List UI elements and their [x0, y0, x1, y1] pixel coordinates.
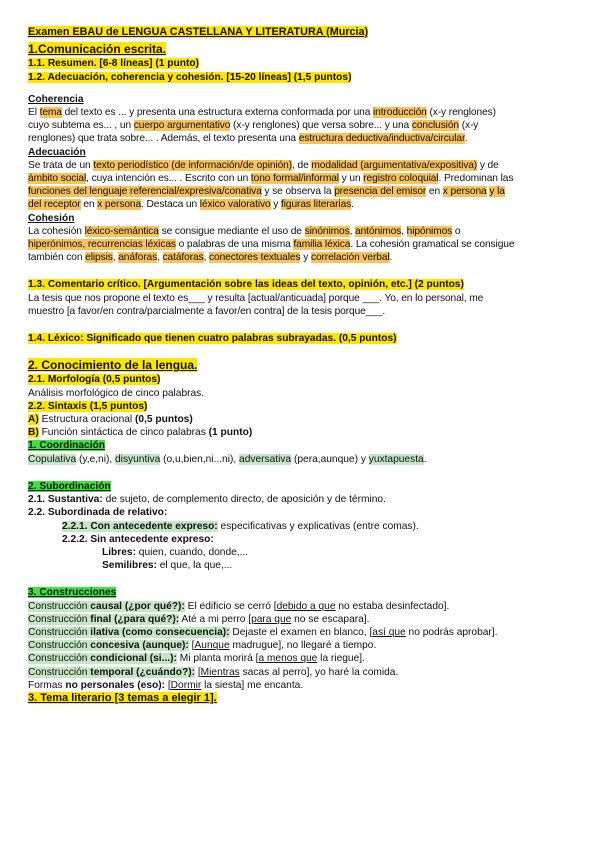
text-run: 1.4. Léxico: Significado que tienen cuatro palabras subrayadas. (0,5 puntos) — [28, 333, 397, 345]
text-run: . — [464, 133, 468, 145]
adecuacion-line-4 — [28, 198, 580, 211]
text-run: Libres: — [102, 546, 136, 558]
text-run: Coherencia — [28, 93, 84, 105]
text-run: Formas — [28, 679, 66, 691]
text-run: disyuntiva — [115, 453, 161, 465]
text-run: El — [28, 107, 40, 119]
text-run: , — [157, 252, 163, 264]
text-run: hipónimos — [406, 225, 453, 237]
text-run: 2.2.2. Sin antecedente expreso: — [62, 533, 214, 545]
formas-no-personales — [28, 679, 580, 692]
text-run: especificativas y explicativas (entre comas). — [217, 520, 419, 532]
text-run: [ — [165, 679, 171, 691]
text-run: de sujeto, de complemento directo, de aposición y de término. — [102, 494, 386, 506]
text-run: familia léxica — [293, 239, 351, 251]
adecuacion-line-1 — [28, 159, 580, 172]
text-run: y se observa la — [261, 186, 335, 198]
text-run: (o,u,bien,ni...ni), — [160, 453, 240, 465]
cohesion-heading — [28, 212, 580, 225]
text-run: o palabras de una misma — [175, 239, 294, 251]
text-run: y — [300, 252, 311, 264]
coherencia-line-3 — [28, 132, 580, 145]
text-run: no podrás aprobar]. — [405, 626, 498, 638]
text-run: conectores textuales — [209, 252, 301, 264]
text-run: Función sintáctica de cinco palabras — [38, 427, 209, 439]
exam-title — [28, 26, 580, 39]
text-run: temporal (¿cuándo?): — [90, 666, 195, 678]
text-run: A) — [28, 414, 39, 426]
text-run: tono formal/informal — [250, 173, 339, 185]
text-run: ámbito social — [28, 173, 87, 185]
text-run: Semilibres: — [102, 560, 157, 572]
text-run: Examen EBAU de LENGUA CASTELLANA Y LITERATURA (Murcia) — [28, 26, 369, 38]
text-run: (y,e,ni), — [76, 453, 116, 465]
text-run: . Predominan las — [438, 173, 514, 185]
text-run: Aunque — [194, 640, 230, 652]
text-run: 2.2. Sintaxis (1,5 puntos) — [28, 400, 148, 412]
text-run: y — [270, 199, 282, 211]
text-run: [ — [188, 640, 195, 652]
construccion-ilativa — [28, 626, 580, 639]
text-run: cuerpo argumentativo — [133, 120, 231, 132]
text-run: Cohesión — [28, 212, 75, 224]
adecuacion-line-2 — [28, 172, 580, 185]
sustantiva-line — [28, 493, 580, 506]
item-b — [28, 426, 580, 439]
text-run: y la — [489, 186, 505, 198]
text-run: catáforas — [162, 252, 204, 264]
text-run: (pera,aunque) y — [291, 453, 369, 465]
text-run: 2. Subordinación — [28, 480, 111, 492]
subordinacion-heading — [28, 480, 580, 493]
text-run: , — [203, 252, 210, 264]
text-run: 2. Conocimiento de la lengua. — [28, 358, 198, 373]
text-run: 3. Tema literario [3 temas a elegir 1]. — [28, 691, 217, 704]
text-run: final (¿para qué?): — [90, 613, 180, 625]
text-run: sacas al perro], yo haré la comida. — [239, 666, 399, 678]
text-run: así que — [372, 626, 406, 638]
text-run: antónimos — [355, 225, 402, 237]
text-run: 1.2. Adecuación, coherencia y cohesión. [15-20 líneas] (1,5 puntos) — [28, 71, 352, 83]
question-2-2 — [28, 400, 580, 413]
text-run: ilativa (como consecuencia): — [90, 626, 230, 638]
text-run: Construcción — [28, 666, 91, 678]
text-run: B) — [28, 427, 39, 439]
con-antecedente-line — [28, 520, 580, 533]
text-run: . — [423, 453, 427, 465]
text-run: 2.1. Sustantiva: — [28, 494, 103, 506]
text-run: 2.2.1. Con antecedente expreso: — [62, 520, 218, 532]
text-run: renglones) que trata sobre... . Además, el texto presenta una — [28, 133, 299, 145]
text-run: x persona — [442, 186, 487, 198]
question-1-1 — [28, 57, 580, 70]
text-run: correlación verbal — [310, 252, 390, 264]
text-run: no estaba desinfectado]. — [335, 600, 450, 612]
text-run: Mi planta morirá [ — [176, 653, 259, 665]
text-run: (0,5 puntos) — [135, 414, 193, 426]
item-a — [28, 413, 580, 426]
text-run: se consigue mediante el uso de — [158, 225, 305, 237]
text-run: . — [351, 199, 354, 211]
document-page — [28, 26, 580, 705]
construccion-condicional — [28, 652, 580, 665]
text-run: la riegue]. — [317, 653, 365, 665]
cohesion-line-3 — [28, 251, 580, 264]
text-run: Construcción — [28, 600, 91, 612]
text-run: texto periodístico (de información/de opinión) — [93, 159, 293, 171]
text-run: , — [401, 225, 407, 237]
text-run: 1. Coordinación — [28, 440, 105, 452]
text-run: Adecuación — [28, 146, 86, 158]
text-run: léxico-semántica — [84, 225, 159, 237]
text-run: Construcción — [28, 640, 91, 652]
text-run: introducción — [373, 107, 427, 119]
text-run: 2.2. Subordinada de relativo: — [28, 507, 168, 519]
text-run: modalidad (argumentativa/expositiva) — [311, 159, 478, 171]
text-run: (x-y renglones) que versa sobre... y una — [230, 120, 412, 132]
question-2-1-text: Análisis morfológico de cinco palabras. — [28, 387, 205, 399]
text-run: quien, cuando, donde,... — [135, 546, 249, 558]
coordinacion-line — [28, 453, 580, 466]
relativo-line — [28, 506, 580, 519]
construccion-final — [28, 613, 580, 626]
coherencia-heading — [28, 93, 580, 106]
text-run: para que — [251, 613, 292, 625]
text-run: . — [389, 252, 393, 264]
adecuacion-line-3 — [28, 185, 580, 198]
text-run: Copulativa — [28, 453, 77, 465]
text-run: Construcción — [28, 626, 91, 638]
coherencia-line-1 — [28, 106, 580, 119]
text-run: [ — [195, 666, 201, 678]
text-run: léxico valorativo — [199, 199, 271, 211]
text-run: La cohesión — [28, 225, 85, 237]
text-run: . La cohesión gramatical se consigue — [350, 239, 515, 251]
construccion-causal — [28, 600, 580, 613]
text-run: a menos que — [258, 653, 318, 665]
tema-literario — [28, 692, 580, 705]
text-run: la siesta] me encanta. — [201, 679, 304, 691]
text-run: Mientras — [200, 666, 240, 678]
text-run: estructura deductiva/inductiva/circular — [298, 133, 465, 145]
text-run: (x-y renglones) — [426, 107, 496, 119]
text-run: 1.Comunicación escrita. — [28, 42, 167, 57]
text-run: y de — [477, 159, 499, 171]
text-run: registro coloquial — [363, 173, 439, 185]
text-run: , — [112, 252, 119, 264]
text-run: El edificio se cerró [ — [184, 600, 277, 612]
text-run: del receptor — [28, 199, 81, 211]
text-run: figuras literarias — [281, 199, 352, 211]
text-run: Construcción — [28, 613, 91, 625]
text-run: Se trata de un — [28, 159, 94, 171]
text-run: Dejaste el examen en blanco, [ — [229, 626, 373, 638]
text-run: presencia del emisor — [334, 186, 427, 198]
text-run: el que, la que,... — [156, 560, 233, 572]
text-run: , — [349, 225, 356, 237]
text-run: debido a que — [276, 600, 336, 612]
text-run: concesiva (aunque): — [90, 640, 189, 652]
text-run: Até a mi perro [ — [179, 613, 252, 625]
adecuacion-heading — [28, 146, 580, 159]
coherencia-line-2 — [28, 119, 580, 132]
text-run: funciones del lenguaje referencial/expresiva/conativa — [28, 186, 262, 198]
text-run: hiperónimos, recurrencias léxicas — [28, 239, 176, 251]
text-run: adversativa — [239, 453, 292, 465]
text-run: cuyo subtema es... , un — [28, 120, 134, 132]
question-1-3-text-1: La tesis que nos propone el texto es___ y resulta [actual/anticuada] porque ___. Yo, en lo personal, me — [28, 292, 484, 304]
text-run: o — [452, 225, 461, 237]
text-run: 1.1. Resumen. [6-8 líneas] (1 punto) — [28, 58, 199, 70]
semilibres-line — [28, 559, 580, 572]
question-1-3-text-2: muestro [a favor/en contra/parcialmente a favor/en contra] de la tesis porque___. — [28, 305, 386, 317]
text-run: sinónimos — [304, 225, 350, 237]
text-run: del texto es ... y presenta una estructura externa conformada por una — [61, 107, 374, 119]
text-run: Dormir — [170, 679, 202, 691]
text-run: yuxtapuesta — [368, 453, 424, 465]
cohesion-line-1 — [28, 225, 580, 238]
cohesion-line-2 — [28, 238, 580, 251]
text-run: (x-y — [458, 120, 479, 132]
text-run: 3. Construcciones — [28, 587, 117, 599]
question-1-4 — [28, 332, 580, 345]
text-run: Estructura oracional — [38, 414, 136, 426]
text-run: , cuya intención es... . Escrito con un — [86, 173, 251, 185]
text-run: (1 punto) — [208, 427, 253, 439]
section-2-heading — [28, 359, 580, 373]
sin-antecedente-line — [28, 533, 580, 546]
text-run: conclusión — [411, 120, 459, 132]
question-1-2 — [28, 71, 580, 84]
libres-line — [28, 546, 580, 559]
construccion-concesiva — [28, 639, 580, 652]
text-run: tema — [39, 107, 62, 119]
text-run: . Destaca un — [141, 199, 200, 211]
construccion-temporal — [28, 666, 580, 679]
question-2-1 — [28, 373, 580, 386]
text-run: no se escapara]. — [291, 613, 370, 625]
text-run: 1.3. Comentario crítico. [Argumentación sobre las ideas del texto, opinión, etc.] (2 puntos) — [28, 279, 464, 291]
text-run: no personales (eso): — [65, 679, 165, 691]
text-run: x persona — [97, 199, 142, 211]
text-run: elipsis — [85, 252, 113, 264]
construcciones-heading — [28, 586, 580, 599]
text-run: en — [426, 186, 443, 198]
text-run: , de — [292, 159, 312, 171]
text-run: anáforas — [118, 252, 158, 264]
text-run: madrugue], no llegaré a tiempo. — [229, 640, 377, 652]
text-run: 2.1. Morfología (0,5 puntos) — [28, 374, 161, 386]
text-run: Construcción — [28, 653, 91, 665]
coordinacion-heading — [28, 439, 580, 452]
question-1-3 — [28, 278, 580, 291]
text-run: en — [80, 199, 98, 211]
text-run: y un — [338, 173, 364, 185]
text-run: causal (¿por qué?): — [90, 600, 185, 612]
text-run: condicional (si...): — [90, 653, 177, 665]
text-run: también con — [28, 252, 86, 264]
section-1-heading — [28, 43, 580, 57]
